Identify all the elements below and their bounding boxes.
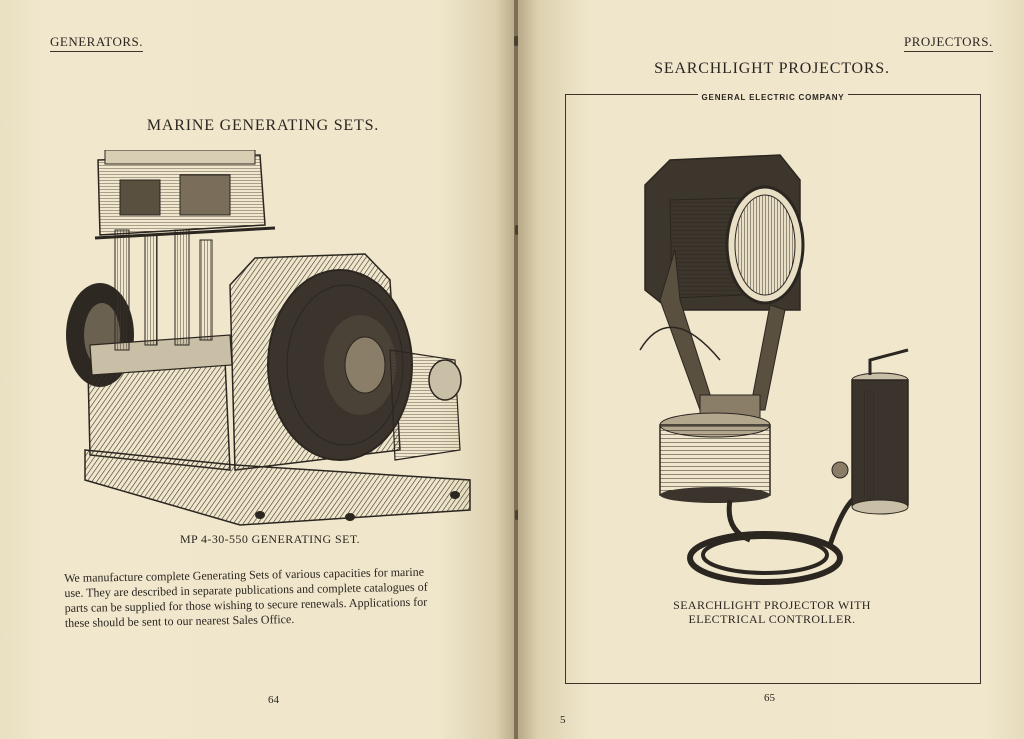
body-paragraph [64,564,485,631]
page-number: 65 [764,692,775,704]
stray-mark: 5 [560,714,566,726]
caption-line: ELECTRICAL CONTROLLER. [688,612,856,626]
figure-caption-searchlight [565,598,979,626]
running-head-projectors: PROJECTORS. [904,34,993,52]
body-line: We manufacture complete Generating Sets of various capacities for marine [64,564,425,585]
marine-generating-set-illustration [60,150,480,530]
page-number: 64 [268,694,279,706]
body-line: parts can be supplied for those wishing to secure renewals. Applications for [64,594,428,615]
searchlight-projector-illustration [630,150,920,595]
page-title-searchlight-projectors: SEARCHLIGHT PROJECTORS. [654,60,890,77]
body-line: use. They are described in separate publications and complete catalogues of [64,579,428,600]
running-head-generators: GENERATORS. [50,34,143,52]
page-title-marine-generating-sets: MARINE GENERATING SETS. [146,117,380,134]
body-line: these should be sent to our nearest Sales Office. [64,611,295,630]
frame-label-company: GENERAL ELECTRIC COMPANY [698,93,849,102]
caption-line: SEARCHLIGHT PROJECTOR WITH [673,598,871,612]
figure-caption-generating-set: MP 4-30-550 GENERATING SET. [179,532,361,546]
